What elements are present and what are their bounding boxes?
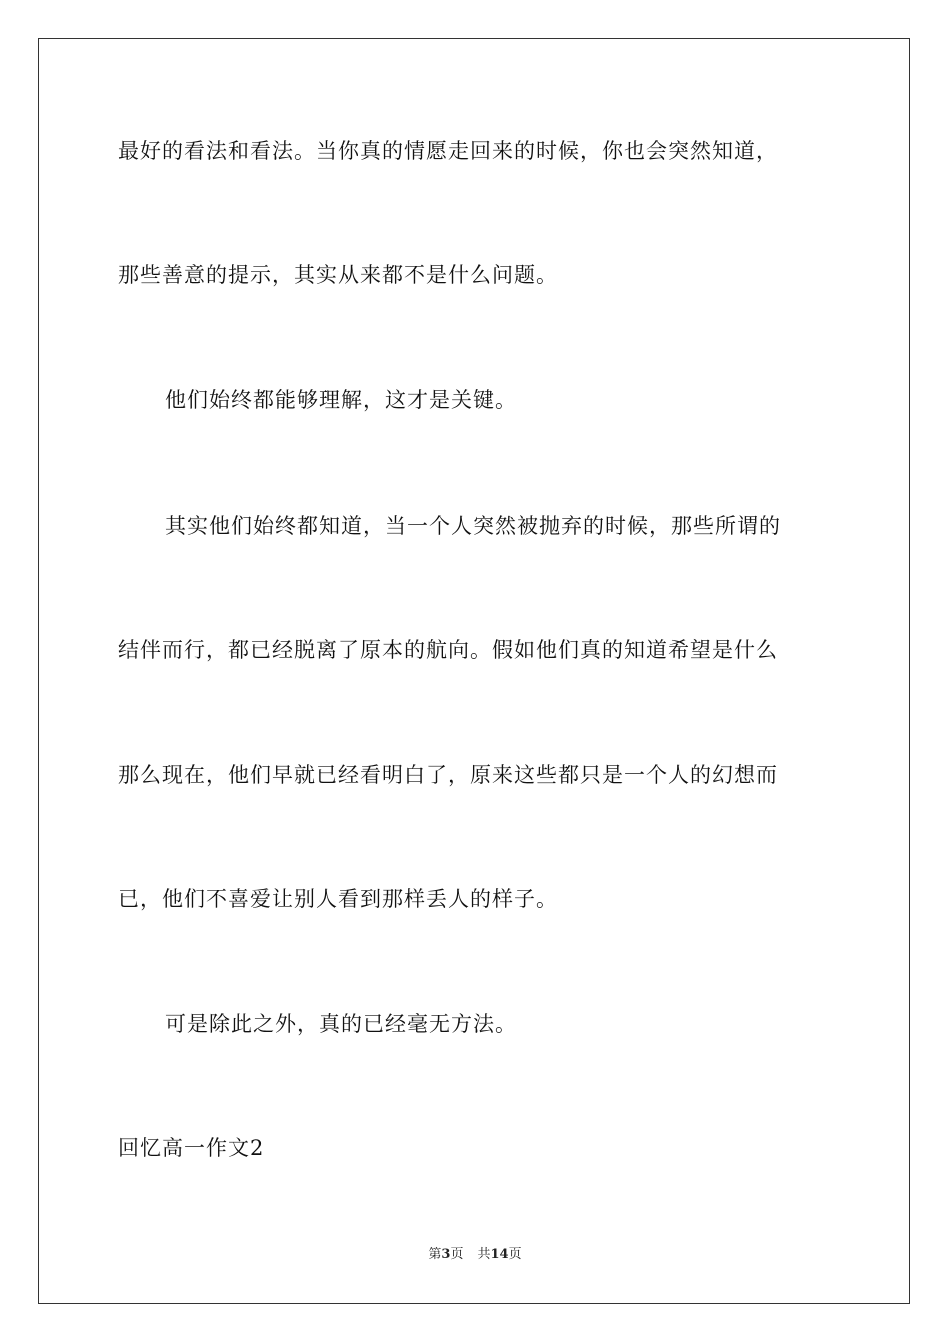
footer-page-number: 3 — [441, 1247, 451, 1262]
body-line-3: 他们始终都能够理解，这才是关键。 — [165, 388, 517, 412]
page-border — [38, 38, 910, 1304]
body-line-7: 已，他们不喜爱让别人看到那样丢人的样子。 — [118, 887, 558, 911]
section-heading: 回忆高一作文2 — [118, 1136, 265, 1160]
body-line-1: 最好的看法和看法。当你真的情愿走回来的时候，你也会突然知道， — [118, 139, 778, 163]
footer-total-suffix: 页 — [508, 1247, 522, 1262]
footer-page-prefix: 第 — [428, 1247, 442, 1262]
body-line-5: 结伴而行，都已经脱离了原本的航向。假如他们真的知道希望是什么 — [118, 638, 778, 662]
body-line-6: 那么现在，他们早就已经看明白了，原来这些都只是一个人的幻想而 — [118, 763, 778, 787]
body-line-2: 那些善意的提示，其实从来都不是什么问题。 — [118, 263, 558, 287]
page-footer — [0, 1246, 950, 1264]
body-line-8: 可是除此之外，真的已经毫无方法。 — [165, 1012, 517, 1036]
body-line-4: 其实他们始终都知道，当一个人突然被抛弃的时候，那些所谓的 — [165, 514, 781, 538]
footer-total-pages: 14 — [490, 1247, 509, 1262]
footer-page-suffix: 页 — [450, 1247, 464, 1262]
footer-total-prefix: 共 — [477, 1247, 491, 1262]
